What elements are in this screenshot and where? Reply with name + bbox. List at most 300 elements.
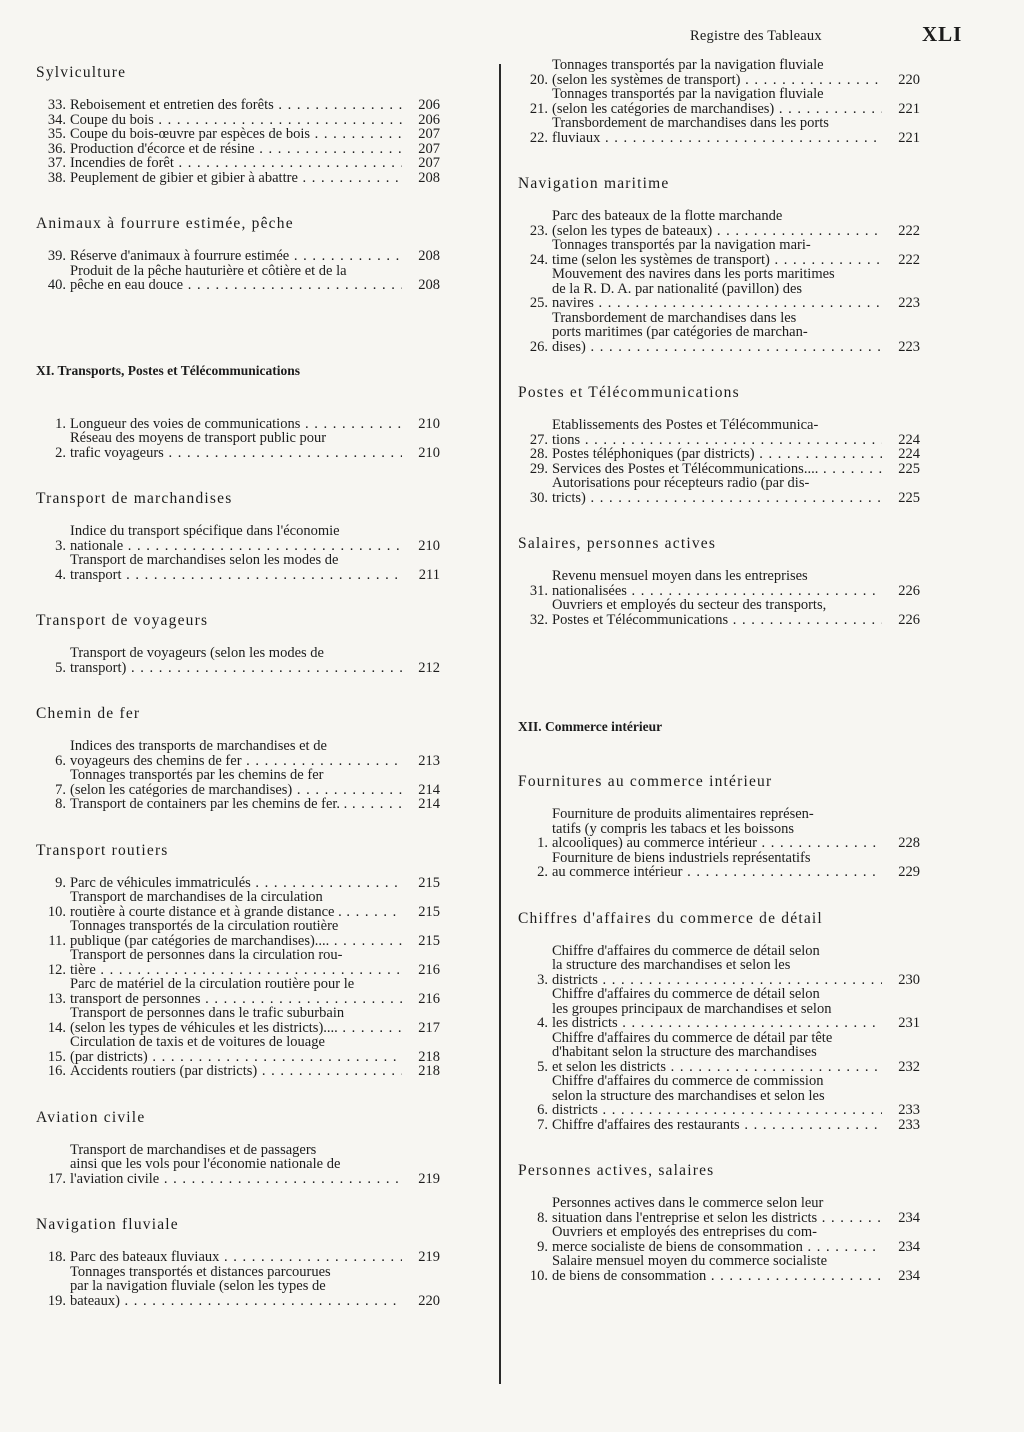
entry-number: 8. — [537, 1209, 548, 1226]
entry-title-text: Tonnages transportés et distances parcourues — [70, 1264, 331, 1280]
entry-title-text: (selon les types de véhicules et les districts).... — [70, 1019, 338, 1035]
toc-entry — [36, 919, 440, 948]
entry-title-last-line — [552, 253, 882, 268]
entry-title-last-line — [552, 102, 882, 117]
entry-title-text: Transport de voyageurs (selon les modes de — [70, 646, 324, 661]
entry-title-text: (par districts) — [70, 1048, 148, 1064]
entry-page: 214 — [418, 781, 440, 798]
entry-title-text: situation dans l'entreprise et selon les districts — [552, 1209, 818, 1225]
entry-number: 27. — [529, 431, 548, 448]
section-heading: Transport de marchandises — [36, 490, 233, 507]
entry-title — [70, 948, 402, 977]
leader-dots — [586, 339, 882, 355]
entry-number: 10. — [529, 1267, 548, 1284]
entry-title-last-line — [70, 797, 402, 812]
toc-entry — [518, 1196, 920, 1225]
entry-title-last-line — [70, 142, 402, 157]
entry-page: 231 — [898, 1015, 920, 1031]
section-heading: Navigation maritime — [518, 175, 670, 192]
entry-title-last-line — [70, 568, 402, 583]
toc-entry — [518, 209, 920, 238]
leader-dots — [755, 447, 882, 462]
entry-page: 215 — [418, 874, 440, 891]
toc-entry — [36, 249, 440, 264]
entry-title-text: Fourniture de produits alimentaires représen- — [552, 807, 814, 822]
toc-section — [36, 490, 440, 582]
toc-entry — [36, 142, 440, 157]
toc-entry — [518, 267, 920, 311]
toc-entry — [36, 171, 440, 186]
entry-title-text: trafic voyageurs — [70, 444, 164, 460]
entry-title-text: Peuplement de gibier et gibier à abattre — [70, 170, 298, 185]
entry-page: 234 — [898, 1209, 920, 1226]
entry-title-text: Indice du transport spécifique dans l'économie — [70, 524, 340, 539]
entry-title-last-line — [552, 1240, 882, 1255]
leader-dots — [148, 1049, 402, 1065]
entry-title-last-line — [552, 296, 882, 311]
entry-page: 234 — [898, 1238, 920, 1255]
entry-title-last-line — [70, 127, 402, 142]
entry-number: 11. — [48, 932, 66, 949]
leader-dots — [598, 972, 882, 988]
toc-entry — [518, 807, 920, 851]
leader-dots — [740, 72, 882, 88]
section-heading: Transport de voyageurs — [36, 612, 209, 629]
entry-title-text: merce socialiste de biens de consommation — [552, 1238, 803, 1254]
entry-title-last-line — [70, 539, 402, 554]
entry-title-last-line — [70, 249, 402, 264]
entry-page: 216 — [418, 990, 440, 1007]
entry-title-text: navires — [552, 295, 594, 311]
entry-page: 223 — [898, 295, 920, 311]
entry-number: 14. — [47, 1019, 66, 1036]
section-heading: Chiffres d'affaires du commerce de détail — [518, 909, 823, 927]
leader-dots — [586, 490, 882, 506]
section-heading: Salaires, personnes actives — [518, 535, 717, 552]
entry-number: 1. — [537, 835, 548, 851]
toc-section — [518, 175, 920, 354]
entry-number: 37. — [47, 155, 66, 171]
entry-title-text: fluviaux — [552, 129, 601, 145]
leader-dots — [219, 1250, 402, 1265]
entry-title-last-line — [552, 584, 882, 599]
entry-number: 35. — [47, 126, 66, 142]
entry-title-text: Etablissements des Postes et Télécommunica- — [552, 418, 819, 433]
entry-page: 215 — [418, 903, 440, 920]
toc-entry — [36, 876, 440, 891]
entry-page: 217 — [418, 1019, 440, 1036]
entry-title-text: transport de personnes — [70, 990, 201, 1006]
entry-title-text: Ouvriers et employés du secteur des transports, — [552, 598, 827, 613]
leader-dots — [598, 1102, 882, 1118]
entry-title — [552, 1074, 882, 1118]
toc-section — [36, 612, 440, 675]
entry-number: 24. — [529, 251, 548, 268]
entry-number: 13. — [47, 990, 66, 1007]
entry-page: 210 — [418, 415, 440, 432]
toc-entry — [36, 646, 440, 675]
entry-title-last-line — [70, 113, 402, 128]
toc-entry — [36, 1064, 440, 1079]
entry-title-text: nationale — [70, 537, 124, 553]
entry-title-last-line — [70, 278, 402, 293]
entry-title-text: (selon les systèmes de transport) — [552, 71, 741, 87]
leader-dots — [310, 127, 402, 142]
entry-title-text: Tonnages transportés par la navigation fluviale — [552, 58, 824, 73]
entry-title — [70, 919, 402, 948]
entry-title-text: Transport de containers par les chemins de fer. . — [70, 797, 348, 812]
leader-dots — [817, 1210, 882, 1226]
entry-title-last-line — [552, 73, 882, 88]
entry-page: 219 — [418, 1249, 440, 1265]
entry-page: 228 — [898, 835, 920, 851]
entry-number: 5. — [55, 659, 66, 676]
entry-page: 207 — [418, 140, 440, 157]
entry-title-text: Réserve d'animaux à fourrure estimée — [70, 249, 290, 264]
entry-title-last-line — [552, 1118, 882, 1133]
entry-page: 229 — [898, 864, 920, 880]
leader-dots — [342, 904, 402, 920]
leader-dots — [347, 797, 402, 812]
leader-dots — [200, 991, 402, 1007]
entry-title-text: transport — [70, 566, 122, 582]
entry-title-text: les groupes principaux de marchandises et selon — [552, 1000, 832, 1017]
leader-dots — [338, 1020, 402, 1036]
entry-page: 206 — [418, 97, 440, 113]
entry-page: 213 — [418, 752, 440, 769]
entry-number: 1. — [55, 415, 66, 432]
toc-entry — [518, 987, 920, 1031]
toc-entry — [518, 87, 920, 116]
entry-title-last-line — [70, 934, 402, 949]
entry-title-last-line — [70, 905, 402, 920]
entry-title-text: la structure des marchandises et selon les — [552, 957, 791, 973]
entry-number: 3. — [55, 537, 66, 554]
entry-title — [70, 127, 402, 142]
entry-title-text: Production d'écorce et de résine — [70, 141, 255, 156]
entry-title — [70, 1250, 402, 1265]
entry-number: 30. — [529, 489, 548, 506]
leader-dots — [96, 962, 402, 978]
section-heading: Personnes actives, salaires — [518, 1162, 715, 1179]
leader-dots — [594, 295, 882, 311]
entry-title-text: ainsi que les vols pour l'économie nationale de — [70, 1156, 341, 1172]
entry-title-last-line — [552, 491, 882, 506]
entry-title-text: les districts — [552, 1015, 618, 1031]
entry-page: 215 — [418, 932, 440, 949]
entry-page: 218 — [418, 1063, 440, 1079]
section-heading: Postes et Télécommunications — [518, 384, 740, 401]
entry-title-text: Transbordement de marchandises dans les ports — [552, 116, 829, 131]
entry-number: 31. — [529, 582, 548, 599]
entry-page: 208 — [418, 248, 440, 264]
entry-title-last-line — [552, 131, 882, 146]
entry-title-text: de la R. D. A. par nationalité (pavillon) des — [552, 280, 803, 297]
entry-title-text: Accidents routiers (par districts) — [70, 1064, 258, 1079]
entry-number: 10. — [47, 903, 66, 920]
entry-title — [70, 646, 402, 675]
toc-entry — [518, 1031, 920, 1075]
entry-title-text: time (selon les systèmes de transport) — [552, 251, 770, 267]
toc-entry — [36, 890, 440, 919]
toc-entry — [36, 977, 440, 1006]
entry-title-text: tière — [70, 961, 96, 977]
entry-title-text: Parc de matériel de la circulation routière pour le — [70, 977, 355, 992]
leader-dots — [174, 156, 402, 171]
entry-title-text: (selon les catégories de marchandises) — [70, 781, 293, 797]
toc-section — [518, 773, 920, 880]
leader-dots — [183, 277, 402, 293]
entry-title-text: (selon les types de bateaux) — [552, 222, 713, 238]
entry-title-text: Tonnages transportés par la navigation mari- — [552, 238, 811, 253]
entry-page: 210 — [418, 537, 440, 554]
toc-section — [518, 1162, 920, 1283]
entry-page: 219 — [418, 1170, 440, 1187]
entry-title-last-line — [552, 865, 882, 880]
entry-title — [70, 524, 402, 553]
leader-dots — [580, 432, 882, 448]
toc-entry — [518, 1074, 920, 1118]
entry-title-text: par la navigation fluviale (selon les types de — [70, 1278, 326, 1294]
toc-section — [36, 842, 440, 1079]
entry-title-last-line — [70, 754, 402, 769]
entry-title-last-line — [70, 1064, 402, 1079]
toc-section — [518, 384, 920, 505]
entry-title-text: nationalisées — [552, 582, 627, 598]
leader-dots — [774, 101, 882, 117]
left-column — [36, 64, 440, 1338]
entry-title-text: et selon les districts — [552, 1058, 666, 1074]
entry-page: 207 — [418, 126, 440, 142]
entry-title-last-line — [552, 1016, 882, 1031]
entry-title-text: ports maritimes (par catégories de marchan- — [552, 324, 808, 340]
entry-page: 224 — [898, 446, 920, 462]
toc-section — [36, 1109, 440, 1187]
entry-title — [552, 311, 882, 355]
entry-number: 29. — [529, 460, 548, 477]
entry-number: 26. — [529, 338, 548, 355]
entry-title — [552, 569, 882, 598]
page-number: XLI — [922, 22, 963, 46]
entry-page: 224 — [898, 431, 920, 448]
right-column — [518, 58, 920, 1313]
entry-title-text: Transport de personnes dans la circulation rou- — [70, 948, 343, 963]
entry-title — [70, 264, 402, 293]
entry-number: 39. — [47, 248, 66, 264]
entry-title-last-line — [552, 224, 882, 239]
leader-dots — [329, 933, 402, 949]
entry-number: 23. — [529, 222, 548, 239]
entry-title-text: transport) — [70, 659, 127, 675]
entry-title-text: routière à courte distance et à grande distance . — [70, 903, 342, 919]
entry-number: 9. — [55, 874, 66, 891]
entry-title — [552, 418, 882, 447]
entry-title-text: Parc de véhicules immatriculés — [70, 875, 251, 890]
entry-number: 25. — [529, 295, 548, 311]
entry-title — [552, 1196, 882, 1225]
leader-dots — [818, 462, 882, 477]
entry-number: 5. — [537, 1058, 548, 1075]
entry-page: 225 — [898, 489, 920, 506]
leader-dots — [251, 876, 402, 891]
entry-title — [552, 1225, 882, 1254]
entry-page: 233 — [898, 1116, 920, 1133]
entry-page: 206 — [418, 111, 440, 128]
entry-title-text: Salaire mensuel moyen du commerce socialiste — [552, 1254, 828, 1269]
entry-title-last-line — [552, 447, 882, 462]
entry-title — [70, 553, 402, 582]
leader-dots — [600, 130, 882, 146]
entry-number: 8. — [55, 796, 66, 812]
entry-title-text: tions — [552, 431, 581, 447]
leader-dots — [803, 1239, 882, 1255]
toc-entry — [36, 524, 440, 553]
entry-title — [552, 1118, 882, 1133]
entry-page: 216 — [418, 961, 440, 978]
entry-page: 220 — [418, 1292, 440, 1309]
toc-entry — [518, 1225, 920, 1254]
toc-entry — [36, 113, 440, 128]
entry-title-text: tatifs (y compris les tabacs et les boissons — [552, 820, 795, 837]
toc-entry — [518, 462, 920, 477]
entry-title — [552, 58, 882, 87]
entry-title-last-line — [552, 462, 882, 477]
entry-title — [70, 171, 402, 186]
entry-number: 33. — [47, 97, 66, 113]
toc-entry — [36, 127, 440, 142]
entry-number: 32. — [529, 611, 548, 628]
entry-title — [70, 249, 402, 264]
toc-entry — [36, 739, 440, 768]
entry-number: 18. — [47, 1249, 66, 1265]
entry-title-text: Chiffre d'affaires du commerce de commission — [552, 1074, 824, 1089]
entry-title — [70, 113, 402, 128]
entry-title-text: Services des Postes et Télécommunications.... — [552, 461, 819, 476]
leader-dots — [255, 142, 402, 157]
toc-section — [518, 535, 920, 627]
entry-title-text: Tonnages transportés par les chemins de fer — [70, 768, 324, 783]
column-divider — [499, 64, 501, 1384]
entry-title — [552, 447, 882, 462]
entry-page: 220 — [898, 71, 920, 88]
entry-title — [552, 1254, 882, 1283]
entry-title-text: publique (par catégories de marchandises).... — [70, 932, 330, 948]
toc-section — [518, 910, 920, 1133]
entry-number: 2. — [537, 864, 548, 880]
toc-entry — [518, 944, 920, 988]
entry-title-last-line — [552, 1211, 882, 1226]
entry-title-text: Longueur des voies de communications — [70, 416, 301, 431]
leader-dots — [300, 417, 402, 432]
entry-title-text: d'habitant selon la structure des marchandises — [552, 1044, 817, 1060]
toc-section — [36, 64, 440, 185]
entry-title-last-line — [70, 876, 402, 891]
entry-title — [70, 1265, 402, 1309]
entry-title-text: Circulation de taxis et de voitures de louage — [70, 1035, 325, 1050]
entry-title-last-line — [552, 1103, 882, 1118]
entry-number: 6. — [55, 752, 66, 769]
toc-entry — [36, 553, 440, 582]
entry-number: 12. — [47, 961, 66, 978]
entry-title-last-line — [70, 417, 402, 432]
toc-entry — [36, 1035, 440, 1064]
chapter-heading: XI. Transports, Postes et Télécommunications — [36, 362, 300, 378]
toc-entry — [36, 264, 440, 293]
entry-title-text: Tonnages transportés par la navigation fluviale — [552, 87, 824, 102]
entry-title — [552, 476, 882, 505]
leader-dots — [120, 1293, 402, 1309]
entry-page: 232 — [898, 1058, 920, 1075]
entry-title-text: Ouvriers et employés des entreprises du com- — [552, 1225, 817, 1240]
leader-dots — [757, 835, 882, 851]
entry-page: 226 — [898, 611, 920, 628]
entry-page: 226 — [898, 582, 920, 599]
entry-title-text: alcooliques) au commerce intérieur — [552, 835, 757, 851]
entry-title-text: Transbordement de marchandises dans les — [552, 310, 797, 326]
entry-title — [552, 807, 882, 851]
entry-title-last-line — [70, 1021, 402, 1036]
entry-page: 223 — [898, 338, 920, 355]
leader-dots — [627, 583, 882, 599]
toc-entry — [518, 598, 920, 627]
leader-dots — [164, 445, 402, 461]
entry-title-text: voyageurs des chemins de fer — [70, 752, 242, 768]
entry-title-last-line — [552, 613, 882, 628]
entry-title-last-line — [552, 1269, 882, 1284]
toc-entry — [518, 476, 920, 505]
leader-dots — [126, 660, 402, 676]
toc-entry — [518, 851, 920, 880]
entry-title-last-line — [70, 171, 402, 186]
entry-title-last-line — [552, 340, 882, 355]
entry-title — [552, 944, 882, 988]
entry-number: 15. — [47, 1048, 66, 1065]
toc-entry — [518, 311, 920, 355]
entry-number: 20. — [529, 71, 548, 88]
entry-page: 208 — [418, 169, 440, 186]
entry-title-text: Parc des bateaux fluviaux — [70, 1250, 220, 1265]
entry-title — [70, 142, 402, 157]
section-heading: Aviation civile — [36, 1108, 146, 1126]
entry-title-text: de biens de consommation — [552, 1267, 707, 1283]
entry-title-text: Transport de marchandises de la circulation — [70, 890, 323, 905]
entry-title-last-line — [70, 1294, 402, 1309]
running-title: Registre des Tableaux — [690, 28, 822, 44]
leader-dots — [123, 538, 402, 554]
entry-title-text: Chiffre d'affaires du commerce de détail selon — [552, 943, 820, 959]
entry-title — [552, 1031, 882, 1075]
entry-title — [70, 1064, 402, 1079]
leader-dots — [682, 864, 882, 880]
entry-number: 4. — [55, 566, 66, 583]
leader-dots — [154, 113, 402, 128]
entry-title — [552, 987, 882, 1031]
toc-entry — [518, 569, 920, 598]
toc-entry — [518, 447, 920, 462]
section-heading: Sylviculture — [36, 64, 127, 81]
toc-entry — [518, 58, 920, 87]
entry-number: 36. — [47, 140, 66, 157]
toc-entry — [518, 1118, 920, 1133]
toc-entry — [518, 116, 920, 145]
entry-title-text: Transport de personnes dans le trafic suburbain — [70, 1006, 345, 1021]
toc-entry — [36, 1250, 440, 1265]
entry-title — [70, 797, 402, 812]
entry-number: 16. — [47, 1063, 66, 1079]
entry-title-text: Chiffre d'affaires des restaurants — [552, 1117, 740, 1132]
entry-title-text: (selon les catégories de marchandises) — [552, 100, 775, 116]
entry-title — [70, 977, 402, 1006]
